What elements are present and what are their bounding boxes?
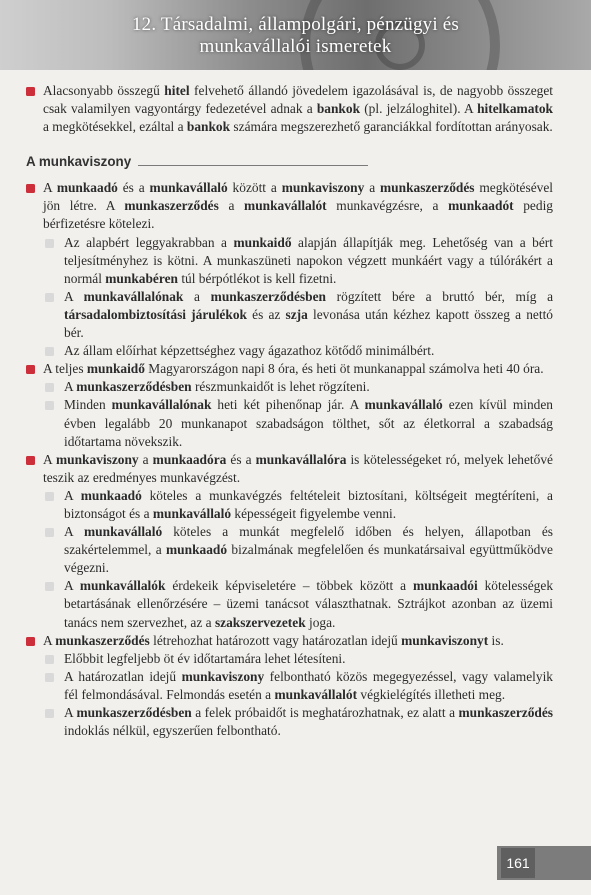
red-bullet-icon — [26, 456, 35, 465]
term: munkaadó — [166, 542, 228, 558]
text: Előbbit legfeljebb öt év időtartamára lehet létesíteni. — [64, 650, 346, 666]
red-bullet-icon — [26, 184, 35, 193]
sub-bullet-paragraph — [64, 668, 553, 704]
red-bullet-icon — [26, 365, 35, 374]
text: indoklás nélkül, egyszerűen felbontható. — [64, 723, 281, 739]
term: társadalombiztosítási járulékok — [64, 306, 247, 322]
term: hitel — [164, 83, 190, 98]
sub-bullet-paragraph — [64, 396, 553, 450]
text: Alacsonyabb összegű — [43, 83, 165, 98]
term: munkaadó — [80, 487, 142, 503]
text: részmunkaidőt is lehet rögzíteni. — [191, 379, 370, 395]
text: pedig bérfizetésre kötelezi. — [43, 198, 553, 232]
grey-bullet-icon — [45, 528, 54, 537]
text: is kötelességeket ró, melyek lehetővé teszik az eredményes munkavégzést. — [43, 451, 553, 485]
text: A — [43, 180, 57, 196]
text: a — [138, 451, 153, 467]
term: munkavállalót — [244, 198, 327, 214]
text: A teljes — [43, 361, 87, 377]
text: köteles a munkát megfelelő időben és helyen, állapotban és szakértelemmel, a — [64, 524, 553, 558]
text: köteles a munkavégzés feltételeit biztosítani, költségeit megtéríteni, a biztonságot és a — [64, 487, 554, 521]
term: bankok — [316, 101, 361, 117]
term: munkavállaló — [84, 524, 163, 540]
text: kötelességek betartásának ellenőrzésére – üzemi tanácsot választhatnak. Sztrájkot azonban az üzemi tanács nem szervezhet, az a — [64, 578, 554, 630]
page-content — [0, 82, 591, 740]
text: ezen kívül minden évben legalább 20 munkanapot szabadságon tölthet, sőt az életkorral a szabadság időtartama növekszik. — [64, 397, 553, 449]
text: is. — [488, 632, 504, 648]
red-bullet-icon — [26, 87, 35, 96]
red-bullet-icon — [26, 637, 35, 646]
text: heti két pihenőnap jár. A — [211, 397, 365, 413]
text: alapján állapítják meg. Lehetőség van a bért teljesítményhez is kötni. A munkaszüneti napokon végzett munkáért vagy a túlórákért a normál — [64, 234, 553, 286]
text: a megkötésekkel, ezáltal a — [43, 119, 187, 135]
text: joga. — [305, 614, 336, 630]
bullet-paragraph — [43, 360, 553, 378]
sub-bullet-paragraph — [64, 650, 553, 668]
term: munkaidő — [233, 234, 292, 250]
text: és a — [226, 451, 256, 467]
grey-bullet-icon — [45, 655, 54, 664]
term: munkaszerződés — [124, 198, 219, 214]
sub-bullet-paragraph — [64, 378, 553, 396]
sub-bullet-paragraph — [64, 523, 553, 577]
text: A — [64, 578, 80, 594]
grey-bullet-icon — [45, 673, 54, 682]
section-heading — [26, 153, 591, 173]
text: levonása után kézhez kapott összeg a nettó bér. — [64, 306, 553, 341]
intro-paragraph — [43, 82, 553, 136]
text: és a — [117, 180, 150, 196]
term: munkaviszony — [56, 451, 139, 467]
grey-bullet-icon — [45, 709, 54, 718]
page-number: 161 — [501, 848, 535, 878]
chapter-header — [0, 0, 591, 70]
term: munkaszerződésben — [76, 705, 192, 720]
grey-bullet-icon — [45, 582, 54, 591]
term: munkaadóra — [152, 451, 227, 467]
section-heading-rule — [138, 165, 368, 166]
text: felvehető állandó jövedelem igazolásával is, de nagyobb összeget csak valamilyen vagyontárgy fedezetével adnak a — [43, 83, 554, 117]
text: a — [364, 180, 381, 196]
term: munkaadót — [448, 198, 514, 214]
sub-bullet-paragraph — [64, 487, 553, 523]
text: számára megszerezhető garanciákkal fordítottan arányosak. — [230, 119, 553, 135]
sub-bullet-paragraph — [64, 577, 553, 631]
text: (pl. jelzáloghitel). A — [360, 101, 478, 117]
text: Magyarországon napi 8 óra, és heti öt munkanappal számolva heti 40 óra. — [144, 361, 544, 377]
sub-bullet-paragraph — [64, 288, 553, 342]
text: A határozatlan idejű — [64, 668, 182, 684]
text: A — [43, 451, 56, 467]
grey-bullet-icon — [45, 347, 54, 356]
text: Minden — [64, 397, 112, 413]
chapter-title-line-2: munkavállalói ismeretek — [199, 36, 392, 57]
grey-bullet-icon — [45, 293, 54, 302]
term: munkavállalónak — [83, 288, 184, 304]
term: munkavállaló — [364, 397, 443, 413]
sub-bullet-paragraph — [64, 704, 553, 740]
grey-bullet-icon — [45, 239, 54, 248]
sub-bullet-paragraph — [64, 234, 553, 288]
bullet-paragraph — [43, 179, 553, 233]
term: munkavállalók — [79, 578, 166, 594]
term: munkaadói — [412, 578, 478, 594]
text: a — [218, 198, 245, 214]
bullet-paragraph — [43, 632, 553, 650]
grey-bullet-icon — [45, 401, 54, 410]
text: A — [64, 524, 85, 540]
term: munkaviszony — [181, 668, 265, 684]
text: felbontható közös megegyezéssel, vagy valamelyik fél felmondásával. Felmondás esetén a — [64, 668, 553, 702]
text: a felek próbaidőt is meghatározhatnak, ez alatt a — [191, 705, 459, 720]
text: Az alapbért leggyakrabban a — [64, 234, 234, 250]
term: munkaadó — [56, 180, 118, 196]
term: munkavállaló — [152, 505, 232, 521]
text: A — [64, 705, 77, 720]
sub-bullet-paragraph — [64, 342, 553, 360]
text: A — [64, 288, 84, 304]
bullet-paragraph — [43, 451, 553, 487]
text: munkavégzésre, a — [326, 198, 449, 214]
text: között a — [227, 180, 282, 196]
term: munkavállalónak — [111, 397, 212, 413]
chapter-title — [0, 14, 591, 58]
term: munkavállalóra — [255, 451, 347, 467]
text: végkielégítés illetheti meg. — [357, 686, 506, 702]
text: Az állam előírhat képzettséghez vagy ágazathoz kötődő minimálbért. — [64, 343, 435, 359]
term: szja — [285, 306, 308, 322]
text: képességeit figyelembe venni. — [231, 505, 397, 521]
term: szakszervezetek — [214, 614, 306, 630]
text: és az — [246, 306, 286, 322]
text: a — [183, 288, 211, 304]
text: A — [64, 379, 77, 395]
grey-bullet-icon — [45, 492, 54, 501]
section-heading-text: A munkaviszony — [26, 154, 132, 170]
grey-bullet-icon — [45, 383, 54, 392]
term: bankok — [186, 119, 231, 135]
text: A — [43, 632, 56, 648]
term: munkavállalót — [274, 686, 358, 702]
text: megkötésével jön létre. A — [43, 180, 553, 214]
text: A — [64, 487, 81, 503]
term: munkaszerződés — [458, 705, 554, 720]
text: bizalmának megfelelően és munkatársaival együttműködve végezni. — [64, 542, 553, 576]
text: rögzített bére a bruttó bér, míg a — [325, 288, 554, 304]
text: érdekeik képviseletére – többek között a — [165, 578, 413, 594]
term: munkaszerződésben — [210, 288, 326, 304]
term: munkaszerződés — [380, 180, 475, 196]
chapter-title-line-1: 12. Társadalmi, állampolgári, pénzügyi és — [131, 14, 460, 35]
term: munkavállaló — [149, 180, 228, 196]
term: munkaszerződés — [55, 632, 150, 648]
term: munkaszerződésben — [76, 379, 192, 395]
term: munkabéren — [105, 270, 178, 286]
term: munkaviszony — [281, 180, 365, 196]
term: munkaviszonyt — [401, 632, 489, 648]
text: túl bérpótlékot is kell fizetni. — [177, 270, 337, 286]
term: munkaidő — [86, 361, 145, 377]
term: hitelkamatok — [477, 101, 553, 117]
text: létrehozhat határozott vagy határozatlan idejű — [149, 632, 402, 648]
